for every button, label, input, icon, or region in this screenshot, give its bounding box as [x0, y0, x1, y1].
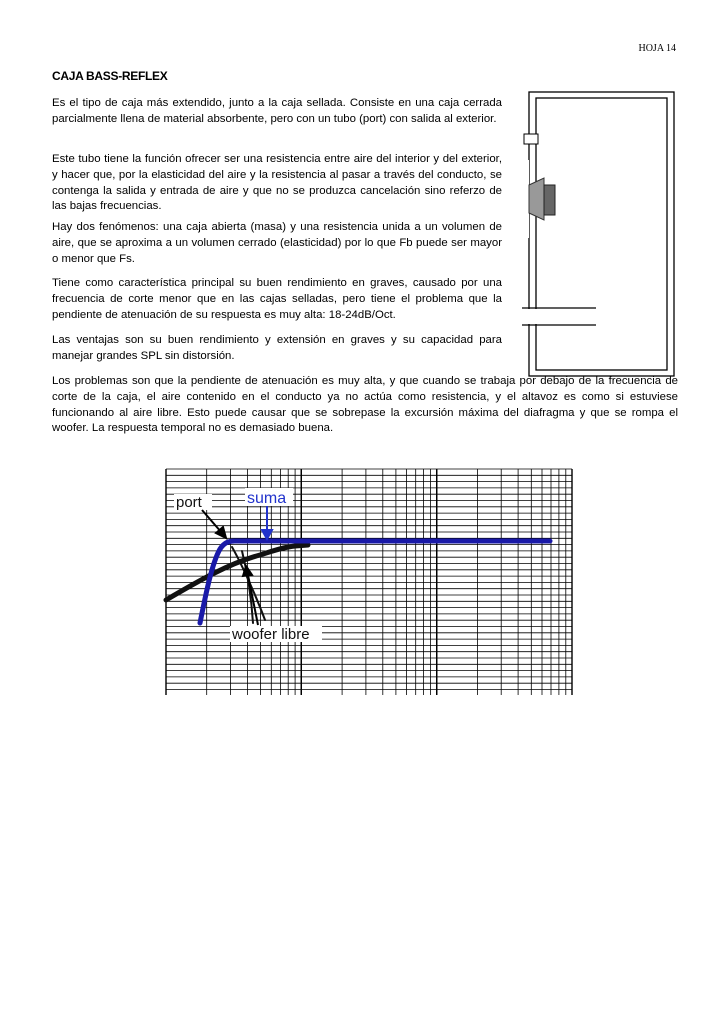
paragraph-tube-function: Este tubo tiene la función ofrecer ser una resistencia entre aire del interior y del exterior, y hacer que, por la elasticidad del aire y la resistencia al pasar a través del conducto, se contenga la salida y entrada de aire y que no se produzca cancelación sino referzo de las bajas frecuencias.	[52, 153, 502, 213]
paragraph-problems: Los problemas son que la pendiente de atenuación es muy alta, y que cuando se trabaja por debajo de la frecuencia de corte de la caja, el aire contenido en el conducto ya no actúa como resistencia, y el altavoz es como si estuviese funcionando al aire libre. Esto puede causar que se sobrepase la excursión máxima del diafragma y que se rompa el woofer. La respuesta temporal no es demasiado buena.	[52, 375, 678, 435]
frequency-response-graph	[160, 463, 576, 698]
paragraph-characteristic: Tiene como característica principal su buen rendimiento en graves, causado por una frecuencia de corte menor que en las cajas selladas, pero tiene el problema que la pendiente de atenuación de su respuesta es muy alta: 18-24dB/Oct.	[52, 277, 502, 321]
enclosure-inner-wall	[536, 98, 667, 370]
speaker-driver-icon	[521, 160, 555, 238]
woofer-libre-label: woofer libre	[232, 626, 310, 643]
paragraph-phenomena: Hay dos fenómenos: una caja abierta (masa) y una resistencia unida a un volumen de aire, que se aproxima a un volumen cerrado (elasticidad) por lo que Fb puede ser mayor o menor que Fs.	[52, 221, 502, 265]
bass-reflex-enclosure-diagram	[516, 90, 676, 380]
page-number: HOJA 14	[638, 43, 676, 54]
section-title: CAJA BASS-REFLEX	[52, 69, 168, 83]
enclosure-outer-wall	[529, 92, 674, 376]
port-label: port	[176, 494, 202, 511]
paragraph-intro: Es el tipo de caja más extendido, junto a la caja sellada. Consiste en una caja cerrada parcialmente llena de material absorbente, pero con un tubo (port) con salida al exterior.	[52, 97, 502, 125]
paragraph-advantages: Las ventajas son su buen rendimiento y extensión en graves y su capacidad para manejar grandes SPL sin distorsión.	[52, 334, 502, 362]
suma-label: suma	[247, 490, 287, 507]
